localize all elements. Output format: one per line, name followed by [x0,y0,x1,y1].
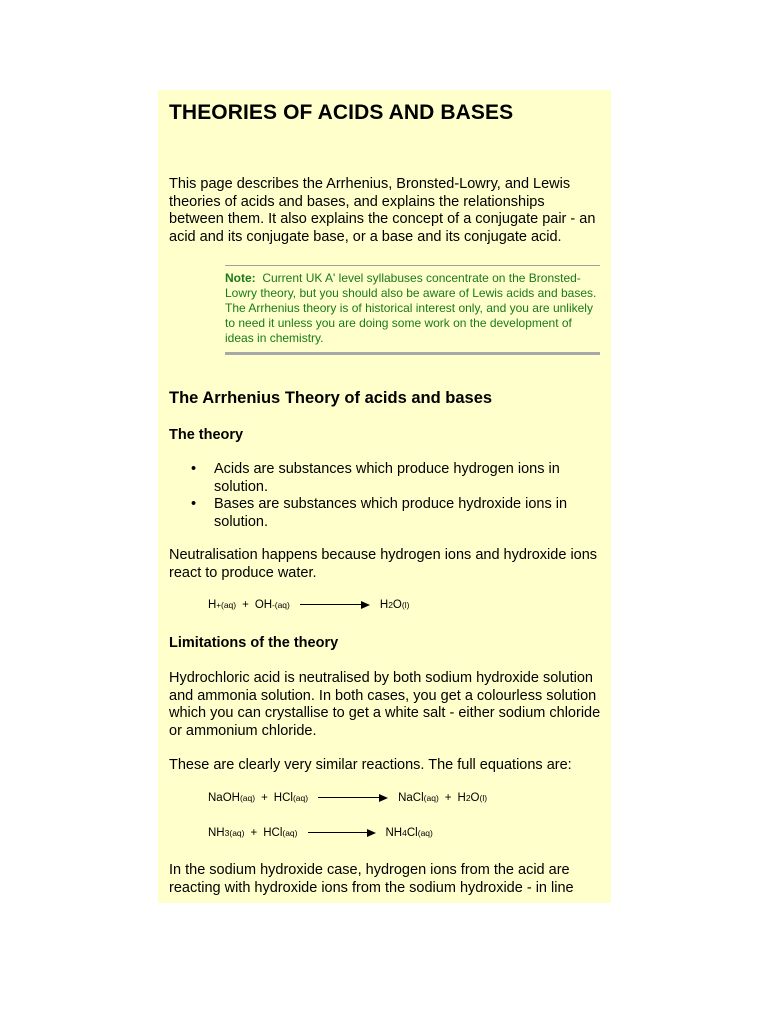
reaction-arrow-icon [318,793,388,803]
theory-subheading: The theory [169,427,244,443]
list-item: • Acids are substances which produce hydrogen ions in solution. [191,461,560,495]
equation-sodium-hydroxide: NaOH (aq) + HCl (aq) NaCl (aq) + H 2 O (l) [208,792,488,804]
note-label: Note: [225,271,256,285]
reaction-arrow-icon [300,600,370,610]
theory-bullet-list [169,461,601,531]
sodium-hydroxide-paragraph: In the sodium hydroxide case, hydrogen ions from the acid are reacting with hydroxide ions from the sodium hydroxide - in line [169,862,574,896]
limitations-subheading: Limitations of the theory [169,635,339,651]
neutralisation-paragraph: Neutralisation happens because hydrogen ions and hydroxide ions react to produce water. [169,547,598,581]
document-page [158,90,611,903]
list-item: • Bases are substances which produce hydroxide ions in solution. [191,496,568,530]
reaction-arrow-icon [308,828,376,838]
note-box [225,265,600,355]
limitations-paragraph-1: Hydrochloric acid is neutralised by both sodium hydroxide solution and ammonia solution. In both cases, you get a colourless solution which you can crystallise to get a white salt - either sodium chloride or ammonium chloride. [169,670,601,739]
bullet-icon: • [191,461,197,477]
page-title: THEORIES OF ACIDS AND BASES [169,101,514,124]
arrhenius-heading: The Arrhenius Theory of acids and bases [169,389,493,407]
bullet-icon: • [191,496,197,512]
intro-paragraph: This page describes the Arrhenius, Bronsted-Lowry, and Lewis theories of acids and bases, and explains the relationships between them. It also explains the concept of a conjugate pair - an acid and its conjugate base, or a base and its conjugate acid. [169,176,596,245]
equation-ammonia: NH 3 (aq) + HCl (aq) NH 4 Cl (aq) [208,827,433,839]
note-text: Current UK A' level syllabuses concentrate on the Bronsted-Lowry theory, but you should also be aware of Lewis acids and bases. The Arrhenius theory is of historical interest only, and you are unlikely to need it unless you are doing some work on the development of ideas in chemistry. [225,271,597,345]
equation-water: H + (aq) + OH - (aq) H 2 O (l) [208,599,410,611]
limitations-paragraph-2: These are clearly very similar reactions. The full equations are: [169,757,572,773]
